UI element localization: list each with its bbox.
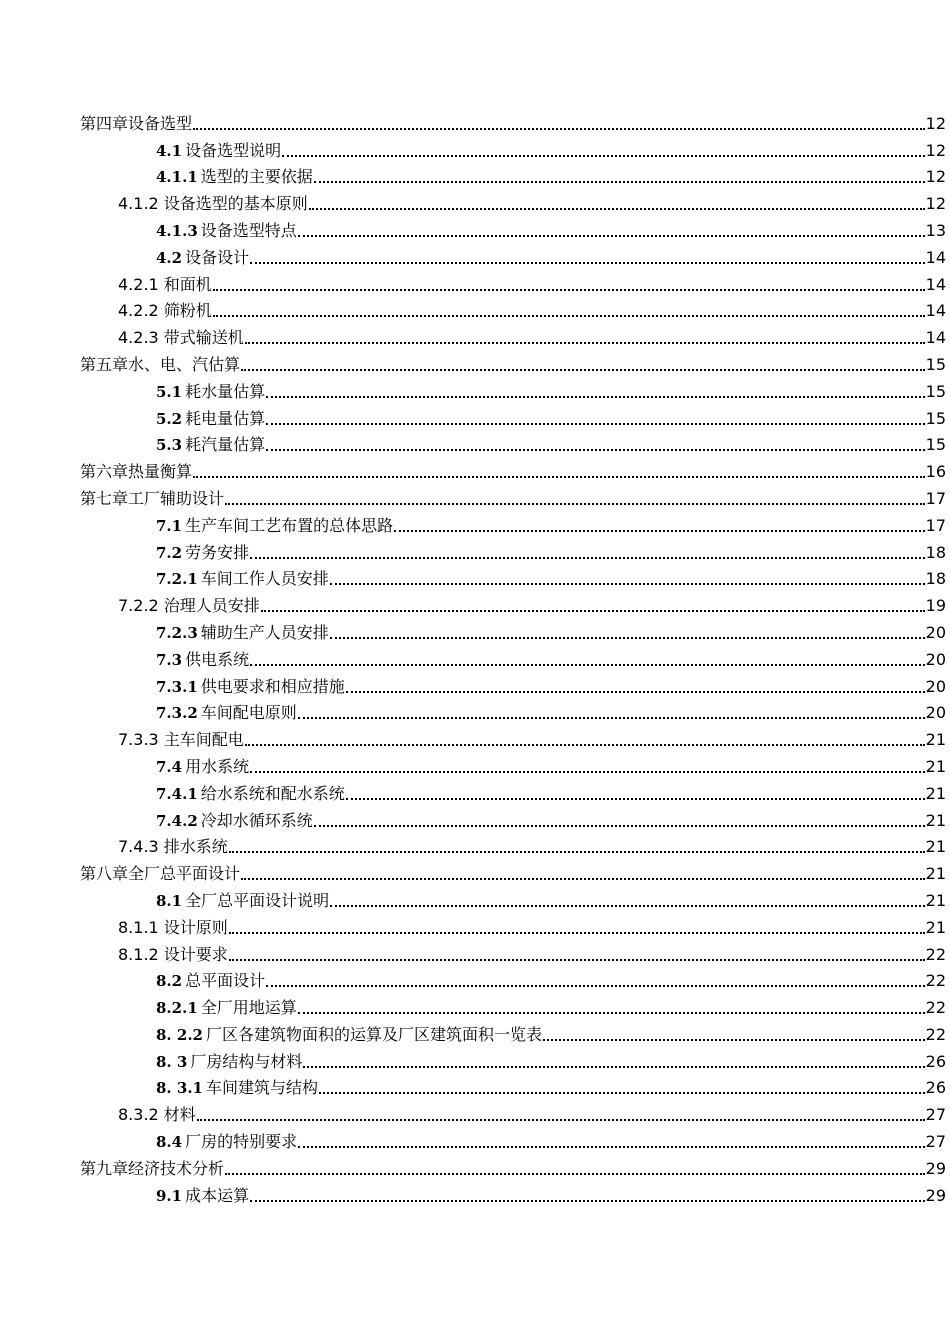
toc-entry-title: 给水系统和配水系统 [200,783,345,803]
toc-entry[interactable] [80,351,946,378]
dot-leader [309,208,925,210]
toc-entry[interactable] [118,834,946,861]
toc-page-number: 27 [925,1105,946,1125]
toc-entry-title: 辅助生产人员安排 [200,622,329,642]
toc-section-number: 7.3.1 [156,677,198,696]
toc-entry-label [156,517,393,535]
toc-entry[interactable] [156,539,946,566]
toc-entry-label [156,758,249,776]
toc-entry[interactable] [156,1021,946,1048]
toc-entry-title: 8.1.1 设计原则 [118,917,228,937]
toc-page-number: 22 [925,1024,946,1044]
toc-entry-label [156,812,313,830]
dot-leader [346,798,925,800]
toc-entry-title: 用水系统 [185,756,250,776]
toc-page-number: 15 [925,354,946,374]
dot-leader [213,289,925,291]
toc-section-number: 7.2.1 [156,570,198,589]
toc-entry-title: 4.2.1 和面机 [118,274,212,294]
toc-page-number: 14 [925,274,946,294]
dot-leader [241,878,925,880]
toc-entry-title: 第九章经济技术分析 [80,1158,225,1178]
toc-entry[interactable] [156,512,946,539]
toc-entry-title: 第六章热量衡算 [80,462,193,482]
dot-leader [346,691,925,693]
toc-entry[interactable] [80,1155,946,1182]
toc-page-number: 16 [925,462,946,482]
toc-page-number: 21 [925,837,946,857]
toc-entry-title: 全厂用地运算 [200,998,297,1018]
toc-entry[interactable] [156,1128,946,1155]
toc-page-number: 26 [925,1078,946,1098]
toc-entry[interactable] [156,137,946,164]
toc-section-number: 8. 3.1 [156,1079,203,1098]
toc-entry-label [118,329,244,347]
toc-section-number: 4.1 [156,141,183,160]
dot-leader [298,1012,925,1014]
toc-entry-label [156,999,297,1017]
toc-page-number: 12 [925,167,946,187]
toc-section-number: 4.1.3 [156,221,198,240]
toc-page-number: 20 [925,676,946,696]
toc-entry-label [118,276,212,294]
dot-leader [250,262,925,264]
toc-entry-title: 第五章水、电、汽估算 [80,354,241,374]
toc-entry[interactable] [80,860,946,887]
dot-leader [314,825,925,827]
toc-page-number: 20 [925,622,946,642]
toc-entry-label [156,570,329,588]
toc-entry[interactable] [156,432,946,459]
dot-leader [245,342,925,344]
toc-page-number: 21 [925,730,946,750]
dot-leader [298,1146,925,1148]
dot-leader [543,1039,925,1041]
toc-page-number: 21 [925,864,946,884]
toc-entry[interactable] [118,324,946,351]
dot-leader [298,717,925,719]
dot-leader [197,1119,925,1121]
toc-entry-label [118,919,228,937]
toc-entry[interactable] [156,164,946,191]
toc-entry-title: 全厂总平面设计说明 [185,890,330,910]
dot-leader [266,449,925,451]
toc-section-number: 5.2 [156,409,183,428]
toc-entry[interactable] [156,887,946,914]
toc-entry[interactable] [156,646,946,673]
toc-entry-title: 7.4.3 排水系统 [118,837,228,857]
toc-page-number: 12 [925,194,946,214]
toc-page-number: 18 [925,542,946,562]
toc-page-number: 15 [925,408,946,428]
dot-leader [330,583,925,585]
dot-leader [229,932,925,934]
toc-entry-title: 耗电量估算 [185,408,266,428]
dot-leader [250,557,925,559]
toc-section-number: 7.1 [156,516,183,535]
dot-leader [298,235,925,237]
dot-leader [250,1200,925,1202]
toc-section-number: 8.4 [156,1133,183,1152]
toc-entry-title: 成本运算 [185,1185,250,1205]
toc-page-number: 22 [925,971,946,991]
toc-page-number: 21 [925,810,946,830]
dot-leader [193,128,925,130]
toc-entry-title: 8.1.2 设计要求 [118,944,228,964]
toc-entry-title: 冷却水循环系统 [200,810,313,830]
dot-leader [266,423,925,425]
toc-page-number: 27 [925,1132,946,1152]
toc-page-number: 15 [925,435,946,455]
toc-entry-title: 厂区各建筑物面积的运算及厂区建筑面积一览表 [205,1024,542,1044]
toc-entry-title: 总平面设计 [185,971,266,991]
toc-section-number: 8.2 [156,972,183,991]
toc-page-number: 22 [925,944,946,964]
dot-leader [229,851,925,853]
toc-entry[interactable] [156,1075,946,1102]
toc-entry-label [156,168,313,186]
toc-page-number: 15 [925,381,946,401]
toc-page-number: 17 [925,515,946,535]
toc-entry-label [118,838,228,856]
toc-page-number: 17 [925,488,946,508]
dot-leader [245,744,925,746]
toc-entry[interactable] [118,298,946,325]
toc-entry[interactable] [156,807,946,834]
toc-entry-label [156,704,297,722]
toc-section-number: 8. 3 [156,1052,188,1071]
toc-entry-title: 设备选型说明 [185,140,282,160]
toc-page-number: 21 [925,756,946,776]
toc-entry-title: 4.2.2 筛粉机 [118,301,212,321]
toc-section-number: 7.3 [156,650,183,669]
toc-section-number: 7.4 [156,757,183,776]
toc-entry-title: 第四章设备选型 [80,113,193,133]
toc-section-number: 7.2 [156,543,183,562]
toc-entry-title: 生产车间工艺布置的总体思路 [185,515,394,535]
toc-page-number: 12 [925,140,946,160]
toc-section-number: 7.2.3 [156,623,198,642]
table-of-contents [0,110,950,1209]
toc-entry[interactable] [118,271,946,298]
toc-entry-title: 第八章全厂总平面设计 [80,864,241,884]
toc-entry[interactable] [118,914,946,941]
toc-entry-label [156,249,249,267]
toc-page-number: 20 [925,703,946,723]
toc-entry[interactable] [156,619,946,646]
toc-entry-label [156,892,329,910]
toc-entry-title: 厂房的特别要求 [185,1132,298,1152]
toc-entry-title: 车间配电原则 [200,703,297,723]
toc-page-number: 13 [925,220,946,240]
dot-leader [261,610,925,612]
toc-entry[interactable] [156,968,946,995]
toc-section-number: 5.3 [156,436,183,455]
toc-section-number: 7.3.2 [156,704,198,723]
toc-section-number: 5.1 [156,382,183,401]
toc-page-number: 26 [925,1051,946,1071]
toc-entry-title: 车间工作人员安排 [200,569,329,589]
toc-section-number: 8. 2.2 [156,1025,203,1044]
toc-page-number: 29 [925,1158,946,1178]
toc-entry-label [118,302,212,320]
toc-entry-label [156,1133,297,1151]
toc-entry-title: 耗水量估算 [185,381,266,401]
toc-section-number: 9.1 [156,1186,183,1205]
dot-leader [250,771,925,773]
dot-leader [229,959,925,961]
toc-entry[interactable] [156,1048,946,1075]
toc-page-number: 19 [925,596,946,616]
toc-entry-label [156,436,265,454]
toc-page-number: 14 [925,328,946,348]
toc-page-number: 21 [925,917,946,937]
toc-entry[interactable] [156,1182,946,1209]
toc-entry-label [80,865,240,883]
toc-entry-label [156,544,249,562]
toc-entry-label [118,195,308,213]
dot-leader [266,985,925,987]
toc-entry-label [80,356,240,374]
toc-entry-label [156,785,345,803]
toc-section-number: 4.1.1 [156,168,198,187]
toc-page-number: 18 [925,569,946,589]
toc-entry-title: 车间建筑与结构 [205,1078,318,1098]
toc-entry-title: 供电要求和相应措施 [200,676,345,696]
toc-section-number: 8.1 [156,891,183,910]
dot-leader [193,476,925,478]
toc-entry-label [156,1026,542,1044]
toc-entry-label [156,410,265,428]
dot-leader [241,369,925,371]
toc-entry-label [156,383,265,401]
dot-leader [225,1173,925,1175]
toc-section-number: 4.2 [156,248,183,267]
toc-entry-label [156,972,265,990]
toc-entry-title: 劳务安排 [185,542,250,562]
toc-entry-title: 供电系统 [185,649,250,669]
toc-page-number: 21 [925,783,946,803]
toc-entry-title: 4.2.3 带式输送机 [118,328,244,348]
toc-page-number: 20 [925,649,946,669]
toc-entry-label [156,1079,318,1097]
toc-entry[interactable] [156,566,946,593]
toc-entry-label [156,624,329,642]
dot-leader [319,1092,925,1094]
dot-leader [394,530,925,532]
toc-entry-title: 4.1.2 设备选型的基本原则 [118,194,308,214]
toc-entry[interactable] [118,1101,946,1128]
toc-entry-label [156,222,297,240]
toc-section-number: 7.4.2 [156,811,198,830]
toc-entry[interactable] [156,405,946,432]
toc-entry[interactable] [156,700,946,727]
toc-entry-label [156,651,249,669]
dot-leader [330,905,925,907]
toc-entry-title: 第七章工厂辅助设计 [80,488,225,508]
toc-entry-title: 8.3.2 材料 [118,1105,196,1125]
toc-entry-label [118,1106,196,1124]
toc-entry[interactable] [156,378,946,405]
toc-entry-label [118,946,228,964]
dot-leader [225,503,925,505]
dot-leader [303,1066,924,1068]
toc-entry[interactable] [118,592,946,619]
toc-entry-title: 选型的主要依据 [200,167,313,187]
toc-entry-label [80,463,192,481]
toc-entry[interactable] [156,244,946,271]
toc-entry-label [80,1160,224,1178]
toc-entry[interactable] [80,110,946,137]
toc-entry[interactable] [156,994,946,1021]
toc-entry-title: 7.2.2 治理人员安排 [118,596,260,616]
toc-page-number: 29 [925,1185,946,1205]
toc-entry[interactable] [156,673,946,700]
toc-entry-label [156,1053,302,1071]
toc-entry-label [118,731,244,749]
toc-entry-label [156,142,281,160]
toc-entry-label [80,115,192,133]
dot-leader [213,315,925,317]
toc-entry-title: 设备设计 [185,247,250,267]
toc-section-number: 7.4.1 [156,784,198,803]
toc-entry-title: 设备选型特点 [200,220,297,240]
toc-page-number: 22 [925,998,946,1018]
dot-leader [330,637,925,639]
dot-leader [250,664,925,666]
toc-entry-label [118,597,260,615]
toc-entry-label [156,678,345,696]
toc-page-number: 12 [925,113,946,133]
toc-entry[interactable] [118,190,946,217]
toc-entry-title: 7.3.3 主车间配电 [118,730,244,750]
dot-leader [266,396,925,398]
toc-section-number: 8.2.1 [156,999,198,1018]
toc-entry[interactable] [118,726,946,753]
toc-entry-label [80,490,224,508]
dot-leader [314,181,925,183]
toc-page-number: 14 [925,301,946,321]
toc-entry[interactable] [156,753,946,780]
toc-entry[interactable] [118,941,946,968]
toc-entry[interactable] [80,485,946,512]
toc-entry-title: 耗汽量估算 [185,435,266,455]
toc-entry[interactable] [156,780,946,807]
toc-page-number: 14 [925,247,946,267]
dot-leader [282,155,925,157]
toc-page-number: 21 [925,890,946,910]
toc-entry-title: 厂房结构与材料 [190,1051,303,1071]
toc-entry[interactable] [156,217,946,244]
toc-entry-label [156,1187,249,1205]
toc-entry[interactable] [80,458,946,485]
